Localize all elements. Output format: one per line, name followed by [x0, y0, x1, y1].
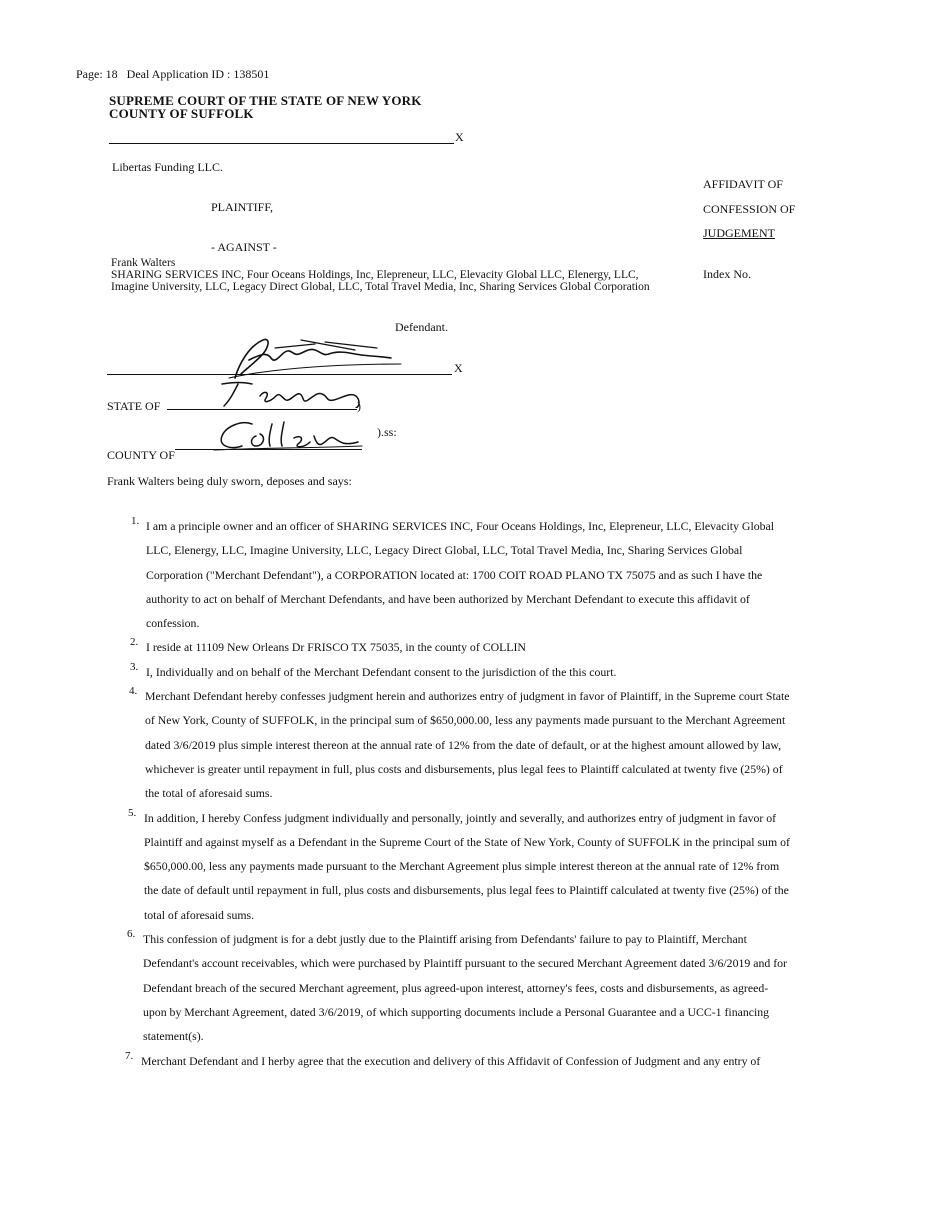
paragraph-line: authority to act on behalf of Merchant Defendants, and have been authorized by Merchant Defendant to execute this affidavit of [146, 591, 750, 606]
paragraph-line: I reside at 11109 New Orleans Dr FRISCO TX 75035, in the county of COLLIN [146, 640, 526, 655]
caption-top-rule [109, 143, 454, 144]
index-number-label: Index No. [703, 267, 751, 281]
paragraph-line: Plaintiff and against myself as a Defendant in the Supreme Court of the State of New York, County of SUFFOLK in the principal sum of [144, 834, 790, 849]
paragraph-number: 2. [130, 636, 139, 649]
court-name: SUPREME COURT OF THE STATE OF NEW YORK [109, 93, 422, 108]
defendant-entities-line1: SHARING SERVICES INC, Four Oceans Holdings, Inc, Elepreneur, LLC, Elevacity Global LLC, Elenergy, LLC, [111, 269, 639, 281]
paragraph-line: the total of aforesaid sums. [145, 786, 273, 801]
court-county: COUNTY OF SUFFOLK [109, 106, 254, 121]
paragraph-4 [118, 684, 818, 805]
paragraph-number: 1. [131, 515, 140, 527]
county-of-label: COUNTY OF [107, 448, 175, 462]
paragraph-line: statement(s). [143, 1029, 204, 1044]
court-heading [109, 94, 422, 120]
handwritten-state [210, 378, 370, 408]
paragraph-1 [118, 514, 818, 635]
paragraph-line: Defendant breach of the secured Merchant agreement, plus agreed-upon interest, attorney's fees, costs and disbursements, as agreed- [143, 980, 769, 995]
defendant-person: Frank Walters [111, 257, 176, 269]
paragraph-line: the date of default until repayment in full, plus costs and disbursements, plus legal fees to Plaintiff calculated at twenty five (25%) of the [144, 883, 789, 898]
paragraph-line: In addition, I hereby Confess judgment individually and personally, jointly and severally, and authorizes entry of judgment in favor of [144, 810, 777, 825]
deal-application-id: Deal Application ID : 138501 [126, 67, 270, 81]
state-close-paren: ) [357, 399, 361, 413]
paragraph-line: LLC, Elenergy, LLC, Imagine University, LLC, Legacy Direct Global, LLC, Total Travel Media, Inc, Sharing Services Global [146, 543, 743, 558]
handwritten-signature [205, 334, 405, 382]
paragraph-line: Corporation ("Merchant Defendant"), a CORPORATION located at: 1700 COIT ROAD PLANO TX 75075 and as such I have the [146, 567, 763, 582]
paragraph-5 [118, 806, 818, 927]
sworn-statement: Frank Walters being duly sworn, deposes and says: [107, 474, 352, 488]
handwritten-county [212, 418, 372, 452]
paragraph-line: total of aforesaid sums. [144, 907, 255, 922]
defendant-block [111, 257, 701, 294]
paragraph-number: 6. [127, 928, 136, 941]
paragraph-line: dated 3/6/2019 plus simple interest thereon at the annual rate of 12% from the date of default, or at the highest amount allowed by law, [145, 737, 782, 752]
paragraph-6 [118, 927, 818, 1048]
paragraph-number: 4. [129, 685, 138, 698]
plaintiff-label: PLAINTIFF, [211, 200, 274, 214]
paragraph-line: upon by Merchant Agreement, dated 3/6/2019, of which supporting documents include a Personal Guarantee and a UCC-1 financing [143, 1004, 770, 1019]
paragraph-line: I, Individually and on behalf of the Merchant Defendant consent to the jurisdiction of the this court. [146, 664, 617, 679]
paragraph-line: Merchant Defendant hereby confesses judgment herein and authorizes entry of judgment in favor of Plaintiff, in the Supreme court State [145, 689, 790, 704]
paragraph-3 [118, 660, 818, 684]
ss-label: ).ss: [377, 425, 397, 439]
paragraph-line: Defendant's account receivables, which were purchased by Plaintiff pursuant to the secured Merchant Agreement dated 3/6/2019 and for [143, 956, 787, 971]
document-title [703, 172, 795, 246]
against-label: - AGAINST - [211, 240, 277, 254]
paragraph-line: whichever is greater until repayment in full, plus costs and disbursements, plus legal fees to Plaintiff calculated at twenty five (25%) of [145, 761, 783, 776]
paragraph-line: I am a principle owner and an officer of SHARING SERVICES INC, Four Oceans Holdings, Inc, Elepreneur, LLC, Elevacity Global [146, 519, 775, 533]
paragraph-line: $650,000.00, less any payments made pursuant to the Merchant Agreement plus simple interest thereon at the annual rate of 12% from [144, 859, 780, 874]
paragraph-line: confession. [146, 616, 200, 631]
state-of-label: STATE OF [107, 399, 161, 413]
defendant-label: Defendant. [395, 320, 448, 334]
affidavit-paragraphs [118, 514, 818, 1073]
document-title-line2: CONFESSION OF [703, 201, 796, 216]
paragraph-number: 7. [125, 1049, 134, 1062]
paragraph-line: This confession of judgment is for a debt justly due to the Plaintiff arising from Defendants' failure to pay to Plaintiff, Merchant [143, 932, 747, 947]
document-title-line3: JUDGEMENT [703, 226, 775, 240]
paragraph-line: Merchant Defendant and I herby agree that the execution and delivery of this Affidavit of Confession of Judgment and any entry of [141, 1053, 761, 1068]
page-header [76, 67, 269, 81]
county-rule [175, 449, 362, 450]
plaintiff-name: Libertas Funding LLC. [112, 160, 223, 174]
caption-x-bottom: X [454, 361, 463, 375]
paragraph-2 [118, 635, 818, 659]
document-title-line1: AFFIDAVIT OF [703, 177, 783, 191]
caption-x-top: X [455, 130, 464, 144]
page-number: Page: 18 [76, 67, 118, 81]
defendant-entities-line2: Imagine University, LLC, Legacy Direct Global, LLC, Total Travel Media, Inc, Sharing Services Global Corporation [111, 281, 650, 293]
paragraph-line: of New York, County of SUFFOLK, in the principal sum of $650,000.00, less any payments made pursuant to the Merchant Agreement [145, 713, 786, 728]
paragraph-number: 5. [128, 806, 137, 819]
state-rule [167, 409, 357, 410]
paragraph-number: 3. [130, 660, 139, 673]
paragraph-7 [118, 1049, 818, 1073]
